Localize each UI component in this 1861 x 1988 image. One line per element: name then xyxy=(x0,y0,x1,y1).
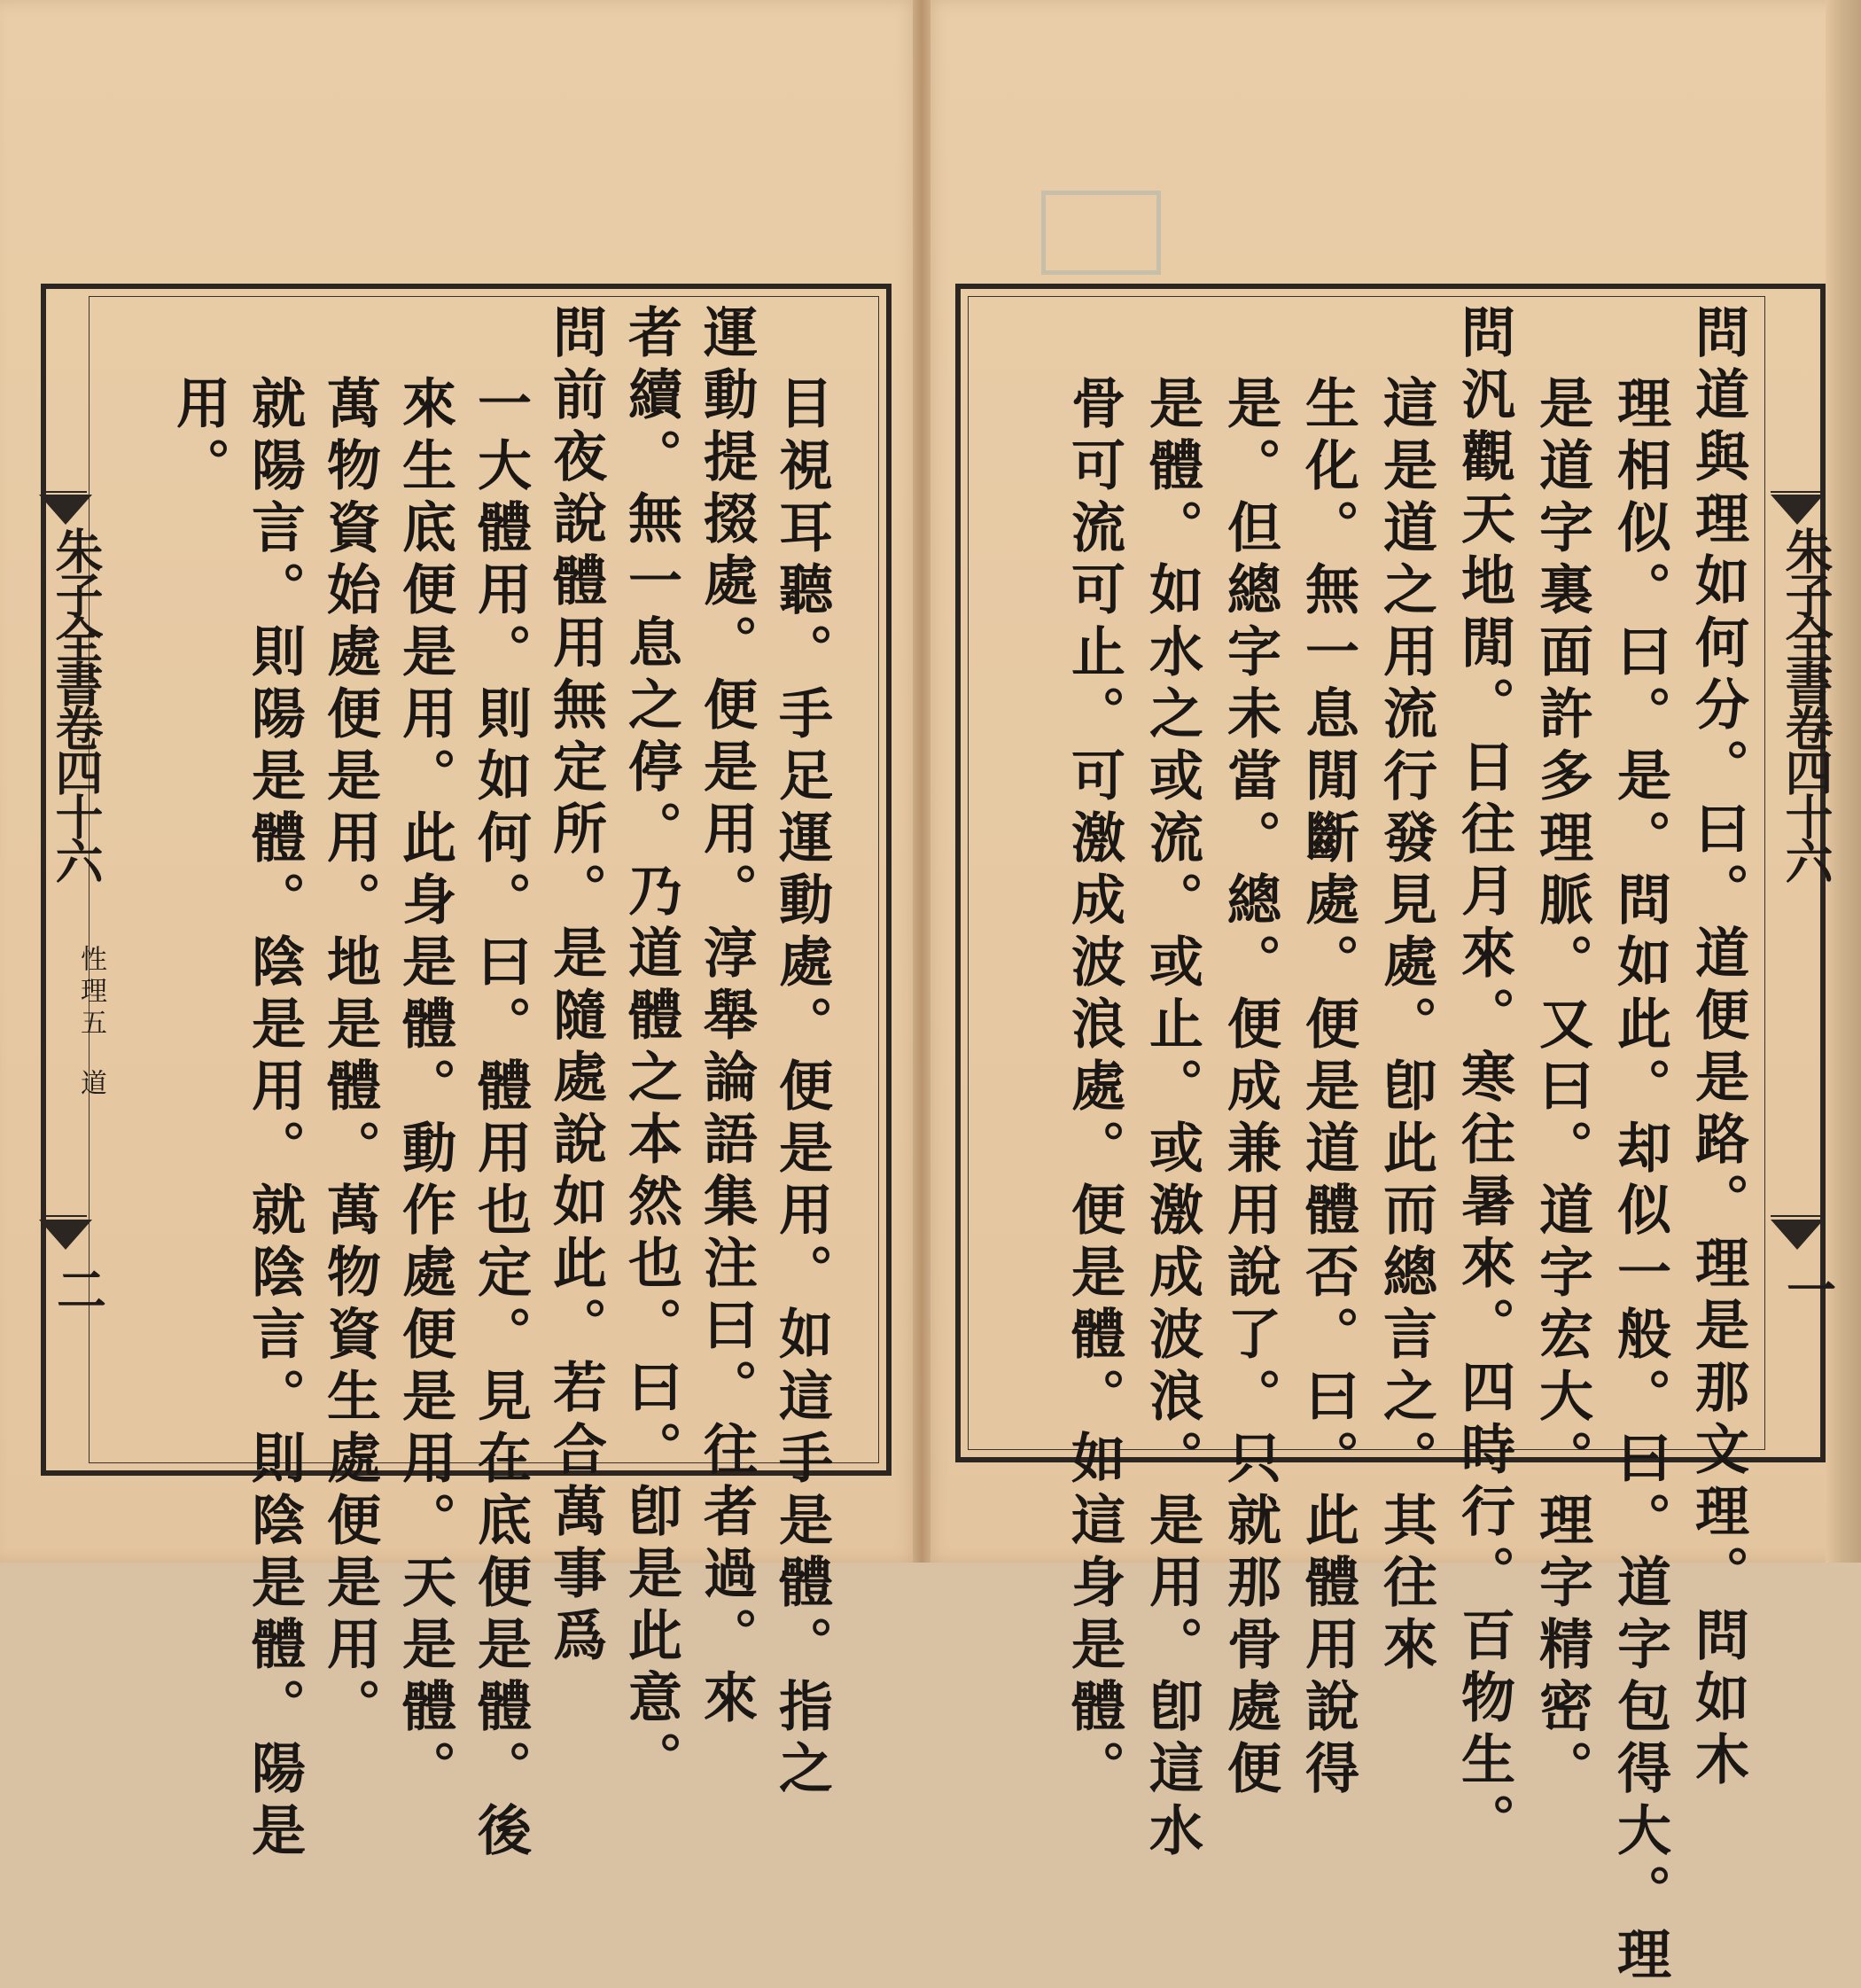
right-page-frame xyxy=(955,284,1837,1988)
text-column: 是體。如水之或流。或止。或激成波浪。是用。卽這水 xyxy=(1141,375,1203,1864)
text-column: 是道字裏面許多理脈。又曰。道字宏大。理字精密。 xyxy=(1530,375,1593,1802)
text-column: 者續。無一息之停。乃道體之本然也。曰。卽是此意。 xyxy=(619,304,682,1793)
text-column: 運動提掇處。便是用。淳舉論語集注曰。往者過。來 xyxy=(695,304,758,1731)
text-column: 目視耳聽。手足運動處。便是用。如這手是體。指之 xyxy=(770,375,833,1802)
text-column: 來生底便是用。此身是體。動作處便是用。天是體。 xyxy=(393,375,456,1802)
fish-tail-mark xyxy=(1771,495,1824,525)
book-title: 朱子全書卷四十六 xyxy=(48,526,105,881)
faint-seal-stamp xyxy=(1041,191,1161,275)
text-column: 就陽言。則陽是體。陰是用。就陰言。則陰是體。陽是 xyxy=(243,375,306,1864)
text-column: 這是道之用流行發見處。卽此而總言之。其往來 xyxy=(1374,375,1437,1678)
fish-tail-mark xyxy=(39,1220,92,1250)
fish-tail-mark xyxy=(39,495,92,525)
right-center-band xyxy=(1771,289,1837,1457)
text-column: 萬物資始處便是用。地是體。萬物資生處便是用。 xyxy=(318,375,381,1740)
text-column: 骨可流可止。可激成波浪處。便是體。如這身是體。 xyxy=(1063,375,1125,1802)
left-center-band xyxy=(46,289,107,1470)
folio-number: 一 xyxy=(1779,1264,1837,1314)
left-page-frame xyxy=(41,284,892,1864)
text-column: 問汎觀天地閒。日往月來。寒往暑來。四時行。百物生。 xyxy=(1452,304,1515,1855)
text-column: 問道與理如何分。曰。道便是路。理是那文理。問如木 xyxy=(1686,304,1749,1793)
topic-label: 道 xyxy=(75,1069,106,1101)
text-column: 一大體用。則如何。曰。體用也定。見在底便是體。後 xyxy=(469,375,532,1864)
fish-tail-mark xyxy=(1771,1220,1824,1250)
folio-number: 二 xyxy=(49,1264,107,1314)
book-gutter xyxy=(913,0,930,1563)
section-label: 性理五 xyxy=(75,945,106,1041)
text-column: 是。但總字未當。總。便成兼用說了。只就那骨處便 xyxy=(1219,375,1281,1802)
text-column: 理相似。曰。是。問如此。却似一般。曰。道字包得大。理 xyxy=(1608,375,1671,1988)
text-column: 用。 xyxy=(167,375,230,499)
book-title: 朱子全書卷四十六 xyxy=(1778,526,1834,881)
text-column: 問前夜說體用無定所。是隨處說如此。若合萬事爲 xyxy=(544,304,607,1669)
text-column: 生化。無一息閒斷處。便是道體否。曰。此體用說得 xyxy=(1296,375,1359,1802)
left-text-block xyxy=(89,296,879,1864)
right-text-block xyxy=(968,296,1765,1988)
